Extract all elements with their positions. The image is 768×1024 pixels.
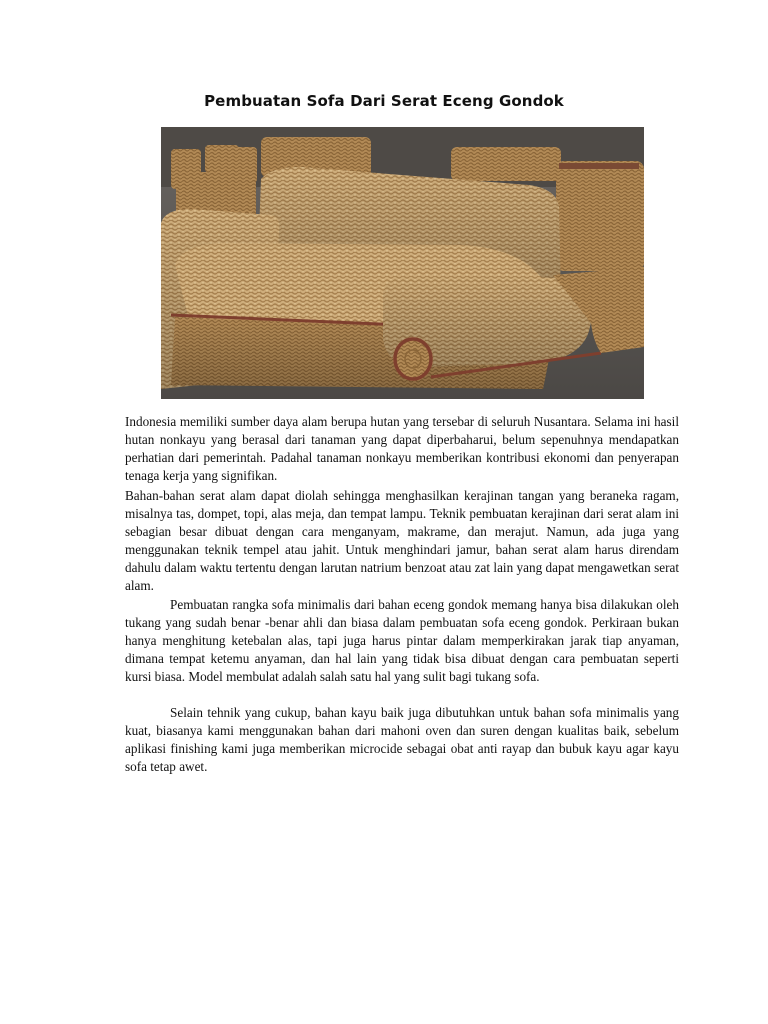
page-title: Pembuatan Sofa Dari Serat Eceng Gondok — [204, 92, 564, 110]
paragraph-3: Pembuatan rangka sofa minimalis dari bahan eceng gondok memang hanya bisa dilakukan oleh tukang yang sudah benar -benar ahli dan biasa dalam pembuatan sofa eceng gondok. Perkiraan bukan hanya menghitung ketebalan alas, tapi juga harus pintar dalam memperkirakan jarak tiap anyaman, dimana tempat ketemu anyaman, dan hal lain yang tidak bisa dibuat dengan cara pembuatan seperti kursi biasa. Model membulat adalah salah satu hal yang sulit bagi tukang sofa. — [125, 597, 679, 684]
paragraph-2: Bahan-bahan serat alam dapat diolah sehingga menghasilkan kerajinan tangan yang beraneka ragam, misalnya tas, dompet, topi, alas meja, dan tempat lampu. Teknik pembuatan kerajinan dari serat alam ini sebagian besar dibuat dengan cara menganyam, makrame, dan merajut. Namun, ada juga yang menggunakan teknik tempel atau jahit. Untuk menghindari jamur, bahan serat alam harus direndam dahulu dalam waktu tertentu dengan larutan natrium benzoat atau zat lain yang dapat mengawetkan serat alam. — [125, 488, 679, 593]
paragraph-1: Indonesia memiliki sumber daya alam berupa hutan yang tersebar di seluruh Nusantara. Selama ini hasil hutan nonkayu yang berasal dari tanaman yang dapat diperbaharui, belum sepenuhnya mendapatkan perhatian dari pemerintah. Padahal tanaman nonkayu memberikan kontribusi ekonomi dan penyerapan tenaga kerja yang signifikan. — [125, 414, 679, 483]
sofa-photo — [161, 127, 644, 399]
paragraph-4: Selain tehnik yang cukup, bahan kayu baik juga dibutuhkan untuk bahan sofa minimalis yang kuat, biasanya kami menggunakan bahan dari mahoni oven dan suren dengan kualitas baik, sebelum aplikasi finishing kami juga memberikan microcide sebagai obat anti rayap dan bubuk kayu agar kayu sofa tetap awet. — [125, 705, 679, 774]
